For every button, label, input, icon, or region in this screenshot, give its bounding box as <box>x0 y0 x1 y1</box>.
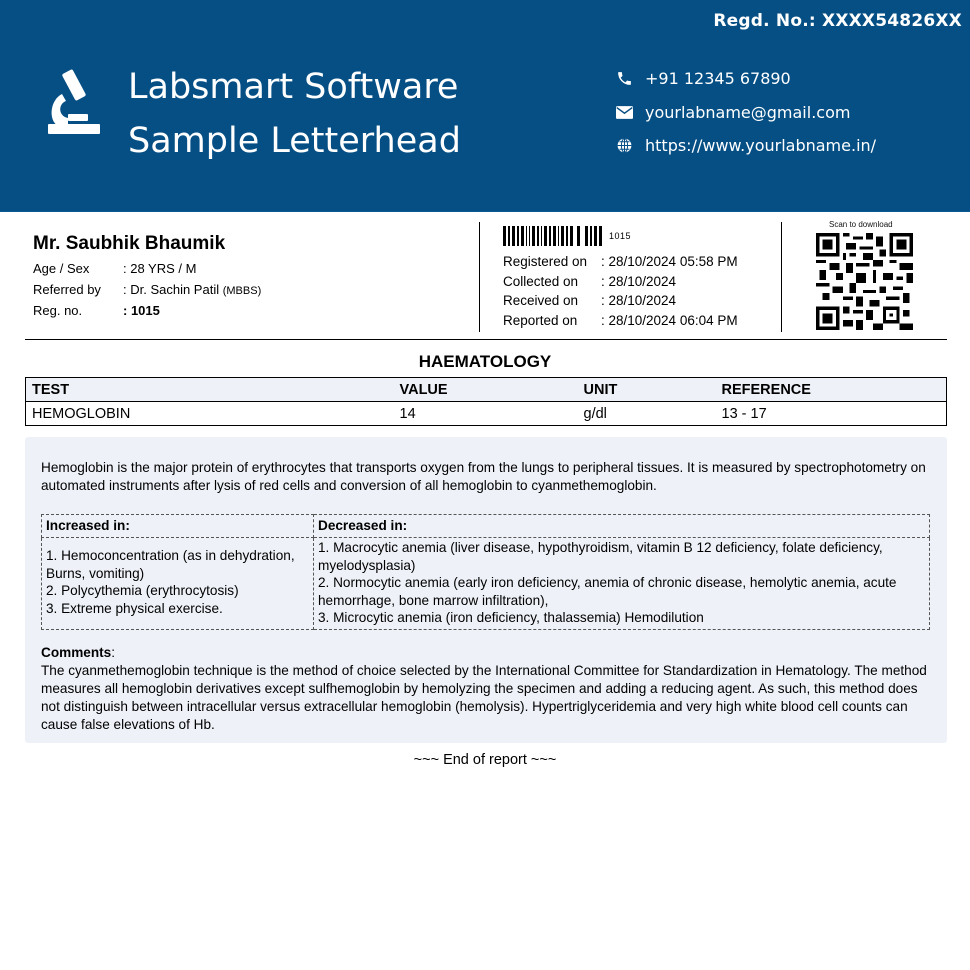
reg-no-label: Reg. no. <box>33 303 83 318</box>
increased-header: Increased in: <box>42 515 314 538</box>
referred-by-value: : Dr. Sachin Patil <box>123 281 220 297</box>
referred-by-row <box>33 280 261 302</box>
table-header-row <box>26 378 947 402</box>
sample-dates <box>503 252 738 330</box>
list-item: 1. Hemoconcentration (as in dehydration, Burns, vomiting) <box>46 548 295 581</box>
letterhead-banner <box>0 0 970 212</box>
brand-line-2: Sample Letterhead <box>128 121 461 161</box>
decreased-header: Decreased in: <box>314 515 930 538</box>
received-on-value: : 28/10/2024 <box>601 293 677 308</box>
barcode-block <box>503 226 631 246</box>
phone-icon <box>614 70 634 88</box>
email-address[interactable]: yourlabname@gmail.com <box>645 102 851 122</box>
list-item: 3. Extreme physical exercise. <box>46 600 223 616</box>
reg-no-row <box>33 301 261 322</box>
qr-code-icon[interactable] <box>816 233 913 330</box>
barcode-icon <box>503 226 603 246</box>
qr-caption: Scan to download <box>829 220 893 229</box>
increased-decreased-table <box>41 514 930 630</box>
results-table <box>25 377 947 426</box>
registered-on-row <box>503 252 738 272</box>
contact-website <box>614 129 876 163</box>
received-on-label: Received on <box>503 293 579 308</box>
divider-vertical <box>479 222 480 332</box>
list-item: 3. Microcytic anemia (iron deficiency, thalassemia) Hemodilution <box>318 610 704 625</box>
table-row <box>26 402 947 426</box>
reg-no-value: : 1015 <box>123 303 160 318</box>
test-description: Hemoglobin is the major protein of erythrocytes that transports oxygen from the lungs to peripheral tissues. It is measured by spectrophotometry on automated instruments after lysis of red cells and conversion of all hemoglobin to cyanmethemoglobin. <box>41 460 926 493</box>
decreased-list <box>314 538 930 630</box>
column-header-reference: REFERENCE <box>721 381 811 398</box>
list-item: 2. Polycythemia (erythrocytosis) <box>46 583 239 598</box>
test-unit: g/dl <box>583 405 607 422</box>
received-on-row <box>503 291 738 311</box>
reported-on-label: Reported on <box>503 312 578 328</box>
interpretation-panel <box>25 437 947 743</box>
test-name: HEMOGLOBIN <box>32 405 131 422</box>
globe-icon <box>614 137 634 155</box>
collected-on-label: Collected on <box>503 273 579 289</box>
age-sex-label: Age / Sex <box>33 261 90 276</box>
department-title: HAEMATOLOGY <box>418 352 552 371</box>
divider-horizontal <box>25 339 947 340</box>
contact-list <box>614 62 876 163</box>
website-url[interactable]: https://www.yourlabname.in/ <box>645 136 877 156</box>
collected-on-value: : 28/10/2024 <box>601 273 677 289</box>
barcode-number: 1015 <box>609 231 632 241</box>
test-reference: 13 - 17 <box>721 405 767 422</box>
microscope-icon <box>48 68 102 136</box>
divider-vertical <box>781 222 782 332</box>
patient-name: Mr. Saubhik Bhaumik <box>33 233 226 254</box>
comments-text: The cyanmethemoglobin technique is the method of choice selected by the International Committee for Standardization in Hematology. The method measures all hemoglobin derivatives except sulfhemoglobin by hemolyzing the specimen and adding a reducing agent. As such, this method does not distinguish between intracellular versus extracellular hemoglobin (hemolysis). Hypertriglyceridemia and very high white blood cell counts can cause false elevations of Hb. <box>41 663 927 732</box>
brand-line-1: Labsmart Software <box>128 67 459 107</box>
age-sex-value: : 28 YRS / M <box>123 261 197 276</box>
registration-number: Regd. No.: XXXX54826XX <box>713 11 962 31</box>
column-header-value: VALUE <box>399 381 448 398</box>
registered-on-label: Registered on <box>503 254 588 269</box>
age-sex-row <box>33 259 261 280</box>
contact-phone <box>614 62 876 96</box>
registered-on-value: : 28/10/2024 05:58 PM <box>601 254 738 269</box>
reported-on-value: : 28/10/2024 06:04 PM <box>601 312 738 328</box>
list-item: 2. Normocytic anemia (early iron deficiency, anemia of chronic disease, hemolytic anemia, acute hemorrhage, bone marrow infiltration), <box>318 575 897 608</box>
referred-by-label: Referred by <box>33 281 101 297</box>
doctor-qualification: (MBBS) <box>222 284 262 297</box>
collected-on-row <box>503 272 738 292</box>
comments-label: Comments <box>41 645 112 660</box>
column-header-unit: UNIT <box>583 381 618 398</box>
reported-on-row <box>503 311 738 331</box>
envelope-icon <box>614 103 634 121</box>
brand-title <box>128 60 461 168</box>
column-header-test: TEST <box>32 381 70 398</box>
phone-number[interactable]: +91 12345 67890 <box>645 69 791 89</box>
increased-list <box>42 538 314 630</box>
end-of-report: ~~~ End of report ~~~ <box>413 752 557 768</box>
test-value: 14 <box>399 405 416 422</box>
list-item: 1. Macrocytic anemia (liver disease, hypothyroidism, vitamin B 12 deficiency, folate deficiency, myelodysplasia) <box>318 540 883 573</box>
comments-section: Comments: The cyanmethemoglobin technique is the method of choice selected by the International Committee for Standardization in Hematology. The method measures all hemoglobin derivatives except sulfhemoglobin by hemolyzing the specimen and adding a reducing agent. As such, this method does not distinguish between intracellular versus extracellular hemoglobin (hemolysis). Hypertriglyceridemia and very high white blood cell counts can cause false elevations of Hb. <box>41 644 936 734</box>
contact-email <box>614 96 876 130</box>
patient-info <box>33 233 261 322</box>
